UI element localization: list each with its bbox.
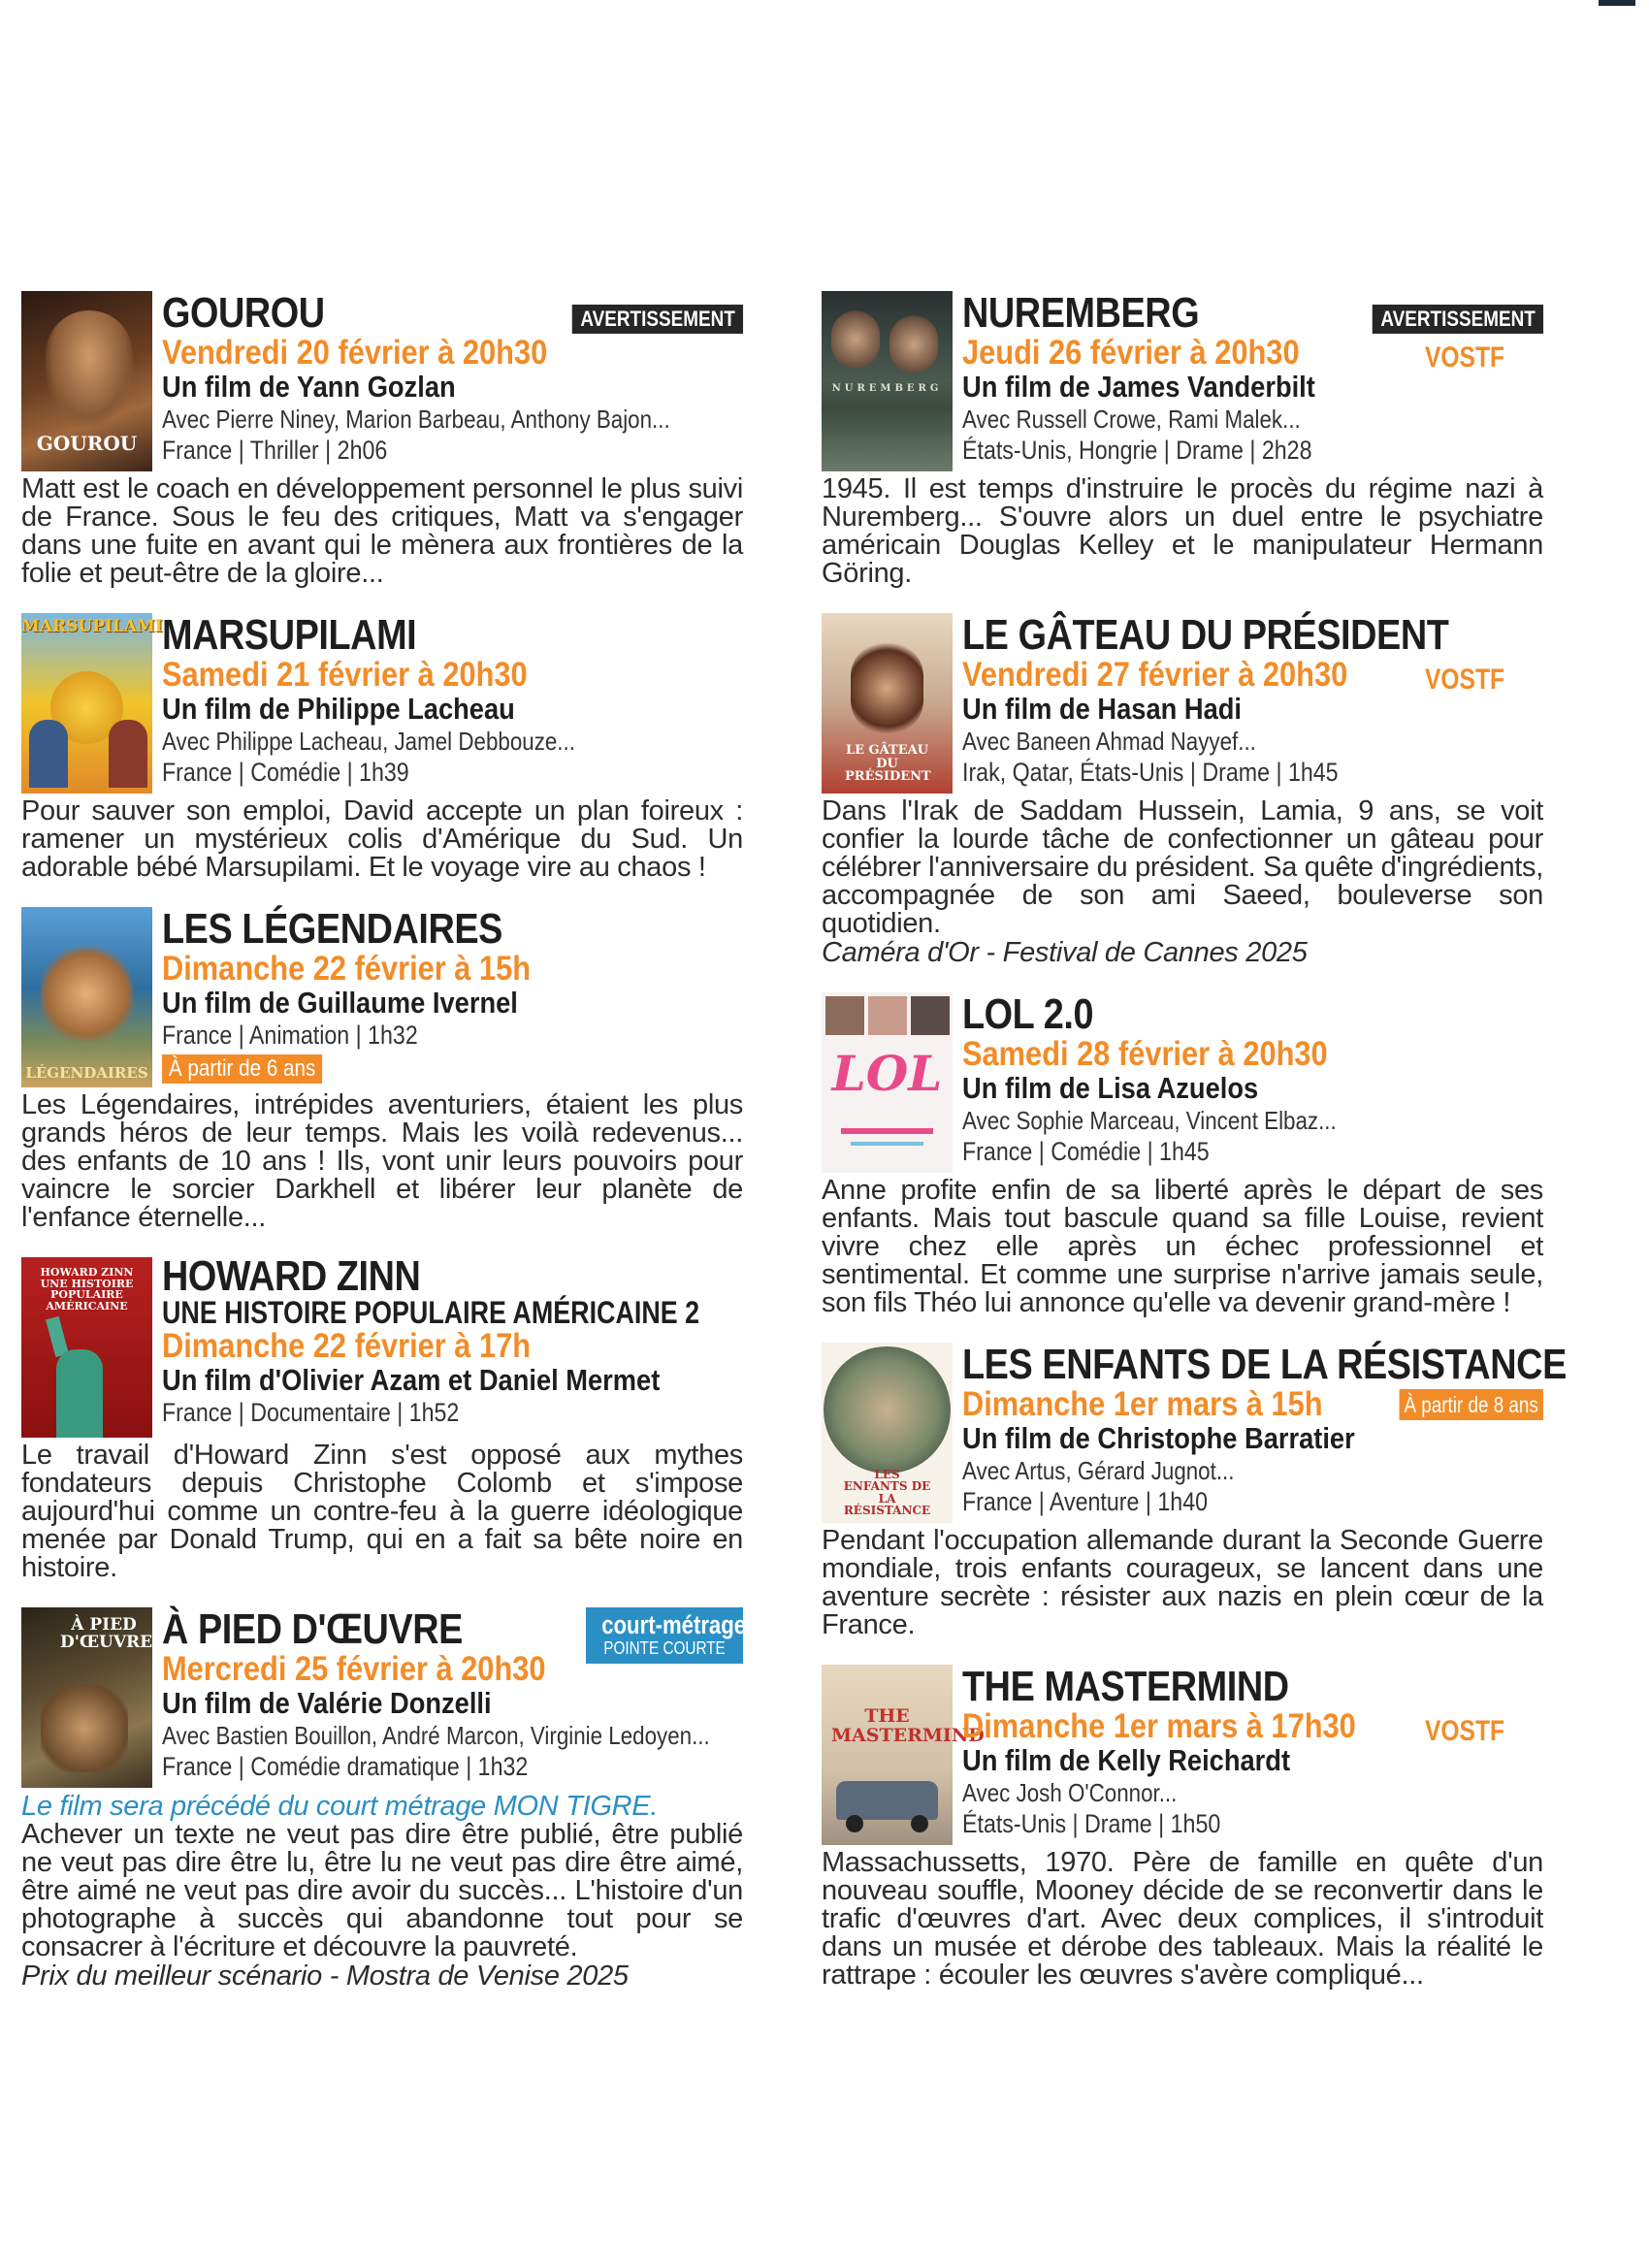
- film-meta: États-Unis, Hongrie | Drame | 2h28: [962, 436, 1312, 465]
- film-meta: France | Comédie | 1h39: [162, 758, 409, 787]
- film-title: LOL 2.0: [962, 990, 1094, 1038]
- poster-howard-zinn: [21, 1257, 152, 1438]
- film-title: À PIED D'ŒUVRE: [162, 1605, 463, 1653]
- synopsis: Les Légendaires, intrépides aventuriers, étaient les plus grands héros de leur temps. Mais les voilà redevenus... des enfants de 10 ans ! Ils, vont unir leurs pouvoirs pour vaincre le sorcier Darkhell et libérer leur planète de l'enfance éternelle...: [21, 1089, 743, 1233]
- poster-a-pied-d-oeuvre: [21, 1607, 152, 1788]
- poster-title: NUREMBERG: [831, 383, 943, 394]
- screening-date: Vendredi 20 février à 20h30: [162, 334, 548, 372]
- film-meta: États-Unis | Drame | 1h50: [962, 1809, 1221, 1838]
- screening-date: Mercredi 25 février à 20h30: [162, 1650, 546, 1688]
- director: Un film de Kelly Reichardt: [962, 1743, 1291, 1777]
- director: Un film de James Vanderbilt: [962, 370, 1315, 404]
- film-title: NUREMBERG: [962, 289, 1200, 337]
- poster-title: LES ENFANTS DE LA RÉSISTANCE: [843, 1467, 931, 1518]
- director: Un film de Lisa Azuelos: [962, 1071, 1259, 1105]
- screening-date: Dimanche 22 février à 15h: [162, 950, 532, 988]
- film-subtitle: UNE HISTOIRE POPULAIRE AMÉRICAINE 2: [162, 1295, 700, 1330]
- film-title: THE MASTERMIND: [962, 1663, 1289, 1710]
- poster-title: HOWARD ZINN UNE HISTOIRE POPULAIRE AMÉRICAINE: [40, 1266, 134, 1312]
- poster-gourou: [21, 291, 152, 471]
- synopsis: Pour sauver son emploi, David accepte un plan foireux : ramener un mystérieux colis d'Amérique du Sud. Un adorable bébé Marsupilami. Et le voyage vire au chaos !: [21, 795, 743, 883]
- film-nuremberg: [822, 291, 1543, 588]
- film-gourou: [21, 291, 743, 588]
- corner-mark: [1599, 0, 1635, 6]
- cast: Avec Sophie Marceau, Vincent Elbaz...: [962, 1106, 1337, 1135]
- poster-le-gateau-du-president: [822, 613, 953, 794]
- screening-date: Dimanche 22 février à 17h: [162, 1327, 532, 1365]
- award-note: Caméra d'Or - Festival de Cannes 2025: [822, 937, 1308, 968]
- synopsis: 1945. Il est temps d'instruire le procès du régime nazi à Nuremberg... S'ouvre alors un duel entre le psychiatre américain Douglas Kelley et le manipulateur Hermann Göring.: [822, 473, 1543, 589]
- poster-title: MARSUPILAMI: [21, 617, 163, 636]
- poster-nuremberg: [822, 291, 953, 471]
- film-le-gateau-du-president: [822, 613, 1543, 967]
- age-badge: À partir de 6 ans: [162, 1054, 322, 1084]
- director: Un film d'Olivier Azam et Daniel Mermet: [162, 1363, 661, 1397]
- film-meta: Irak, Qatar, États-Unis | Drame | 1h45: [962, 758, 1339, 787]
- film-meta: France | Comédie | 1h45: [962, 1137, 1210, 1166]
- vostf-label: VOSTF: [1424, 664, 1504, 696]
- vostf-label: VOSTF: [1424, 341, 1504, 373]
- film-title: HOWARD ZINN: [162, 1252, 421, 1300]
- director: Un film de Guillaume Ivernel: [162, 986, 518, 1020]
- poster-title: LE GÂTEAU DU PRÉSIDENT: [845, 743, 931, 785]
- cast: Avec Baneen Ahmad Nayyef...: [962, 727, 1256, 756]
- synopsis: Le travail d'Howard Zinn s'est opposé aux mythes fondateurs depuis Christophe Colomb et s'impose aujourd'hui comme un contre-feu à la guerre idéologique menée par Donald Trump, qui en a fait sa bête noire en histoire.: [21, 1440, 743, 1583]
- film-lol-2: [822, 992, 1543, 1317]
- film-howard-zinn: [21, 1252, 743, 1583]
- short-film-note: Le film sera précédé du court métrage MON TIGRE.: [21, 1791, 659, 1822]
- poster-title: GOUROU: [36, 432, 138, 455]
- film-title: GOUROU: [162, 289, 325, 337]
- vostf-label: VOSTF: [1424, 1715, 1504, 1747]
- synopsis: Pendant l'occupation allemande durant la Seconde Guerre mondiale, trois enfants courageux, se lancent dans une aventure secrète : résister aux nazis en plein cœur de la France.: [822, 1525, 1543, 1640]
- synopsis: Anne profite enfin de sa liberté après le départ de ses enfants. Mais tout bascule quand sa fille Louise, revient vivre chez elle après un échec professionnel et sentimental. Et comme une surprise n'arrive jamais seule, son fils Théo lui annonce qu'elle va devenir grand-mère !: [822, 1175, 1543, 1318]
- cast: Avec Russell Crowe, Rami Malek...: [962, 405, 1301, 434]
- director: Un film de Valérie Donzelli: [162, 1686, 492, 1720]
- synopsis: Dans l'Irak de Saddam Hussein, Lamia, 9 ans, se voit confier la lourde tâche de confectionner un gâteau pour célébrer l'anniversaire du président. Sa quête d'ingrédients, accompagnée de son ami Saeed, bouleverse son quotidien.: [822, 795, 1544, 939]
- poster-the-mastermind: [822, 1665, 985, 1845]
- screening-date: Samedi 21 février à 20h30: [162, 656, 528, 694]
- director: Un film de Christophe Barratier: [962, 1421, 1355, 1455]
- poster-title: À PIED D'ŒUVRE: [60, 1615, 153, 1652]
- film-meta: France | Documentaire | 1h52: [162, 1398, 460, 1427]
- film-les-legendaires: [21, 907, 743, 1232]
- cast: Avec Artus, Gérard Jugnot...: [962, 1456, 1235, 1485]
- synopsis: Matt est le coach en développement personnel le plus suivi de France. Sous le feu des critiques, Matt va s'engager dans une fuite en avant qui le mènera aux frontières de la folie et peut-être de la gloire...: [21, 473, 743, 589]
- film-marsupilami: [21, 613, 743, 882]
- cast: Avec Philippe Lacheau, Jamel Debbouze...: [162, 727, 575, 756]
- film-meta: France | Comédie dramatique | 1h32: [162, 1752, 529, 1781]
- poster-title: THE MASTERMIND: [831, 1705, 985, 1746]
- poster-title: LOL: [831, 1045, 943, 1102]
- screening-date: Jeudi 26 février à 20h30: [962, 334, 1300, 372]
- film-title: LES ENFANTS DE LA RÉSISTANCE: [962, 1341, 1567, 1388]
- synopsis: Achever un texte ne veut pas dire être publié, être publié ne veut pas dire être lu, être lu ne veut pas dire être aimé, être aimé ne veut pas dire avoir du succès... L'histoire d'un photographe à succès qui abandonne tout pour se consacrer à l'écriture et découvre la pauvreté.: [21, 1819, 743, 1962]
- short-film-badge-sub: POINTE COURTE: [603, 1638, 726, 1658]
- film-a-pied-d-oeuvre: [21, 1605, 747, 1992]
- poster-title: LÉGENDAIRES: [25, 1064, 148, 1083]
- film-title: LES LÉGENDAIRES: [162, 905, 502, 953]
- film-title: LE GÂTEAU DU PRÉSIDENT: [962, 611, 1449, 659]
- cast: Avec Josh O'Connor...: [962, 1778, 1178, 1807]
- film-meta: France | Aventure | 1h40: [962, 1487, 1209, 1516]
- poster-lol-2: [822, 992, 953, 1173]
- director: Un film de Hasan Hadi: [962, 692, 1243, 726]
- award-note: Prix du meilleur scénario - Mostra de Venise 2025: [21, 1960, 629, 1992]
- film-title: MARSUPILAMI: [162, 611, 417, 659]
- short-film-badge-label: court-métrage: [601, 1610, 747, 1639]
- film-the-mastermind: [822, 1665, 1543, 1990]
- right-column: [822, 289, 1567, 2015]
- director: Un film de Yann Gozlan: [162, 370, 456, 404]
- screening-date: Samedi 28 février à 20h30: [962, 1035, 1328, 1073]
- poster-marsupilami: [21, 613, 163, 794]
- poster-les-legendaires: [21, 907, 152, 1087]
- screening-date: Dimanche 1er mars à 15h: [962, 1385, 1323, 1423]
- warning-badge: AVERTISSEMENT: [571, 305, 743, 334]
- cast: Avec Pierre Niney, Marion Barbeau, Anthony Bajon...: [162, 405, 670, 434]
- film-meta: France | Thriller | 2h06: [162, 436, 388, 465]
- poster-les-enfants-de-la-resistance: [822, 1343, 953, 1523]
- film-les-enfants-de-la-resistance: [822, 1341, 1567, 1640]
- left-column: [21, 289, 747, 2016]
- cast: Avec Bastien Bouillon, André Marcon, Virginie Ledoyen...: [162, 1721, 710, 1750]
- director: Un film de Philippe Lacheau: [162, 692, 515, 726]
- film-meta: France | Animation | 1h32: [162, 1021, 418, 1050]
- warning-badge: AVERTISSEMENT: [1372, 305, 1543, 334]
- screening-date: Dimanche 1er mars à 17h30: [962, 1707, 1356, 1745]
- screening-date: Vendredi 27 février à 20h30: [962, 656, 1348, 694]
- synopsis: Massachussetts, 1970. Père de famille en quête d'un nouveau souffle, Mooney décide de se reconvertir dans le trafic d'œuvres d'art. Avec deux complices, il s'introduit dans un musée et dérobe des tableaux. Mais la réalité le rattrape : écouler les œuvres s'avère compliqué...: [822, 1847, 1543, 1991]
- age-badge: À partir de 8 ans: [1400, 1389, 1543, 1420]
